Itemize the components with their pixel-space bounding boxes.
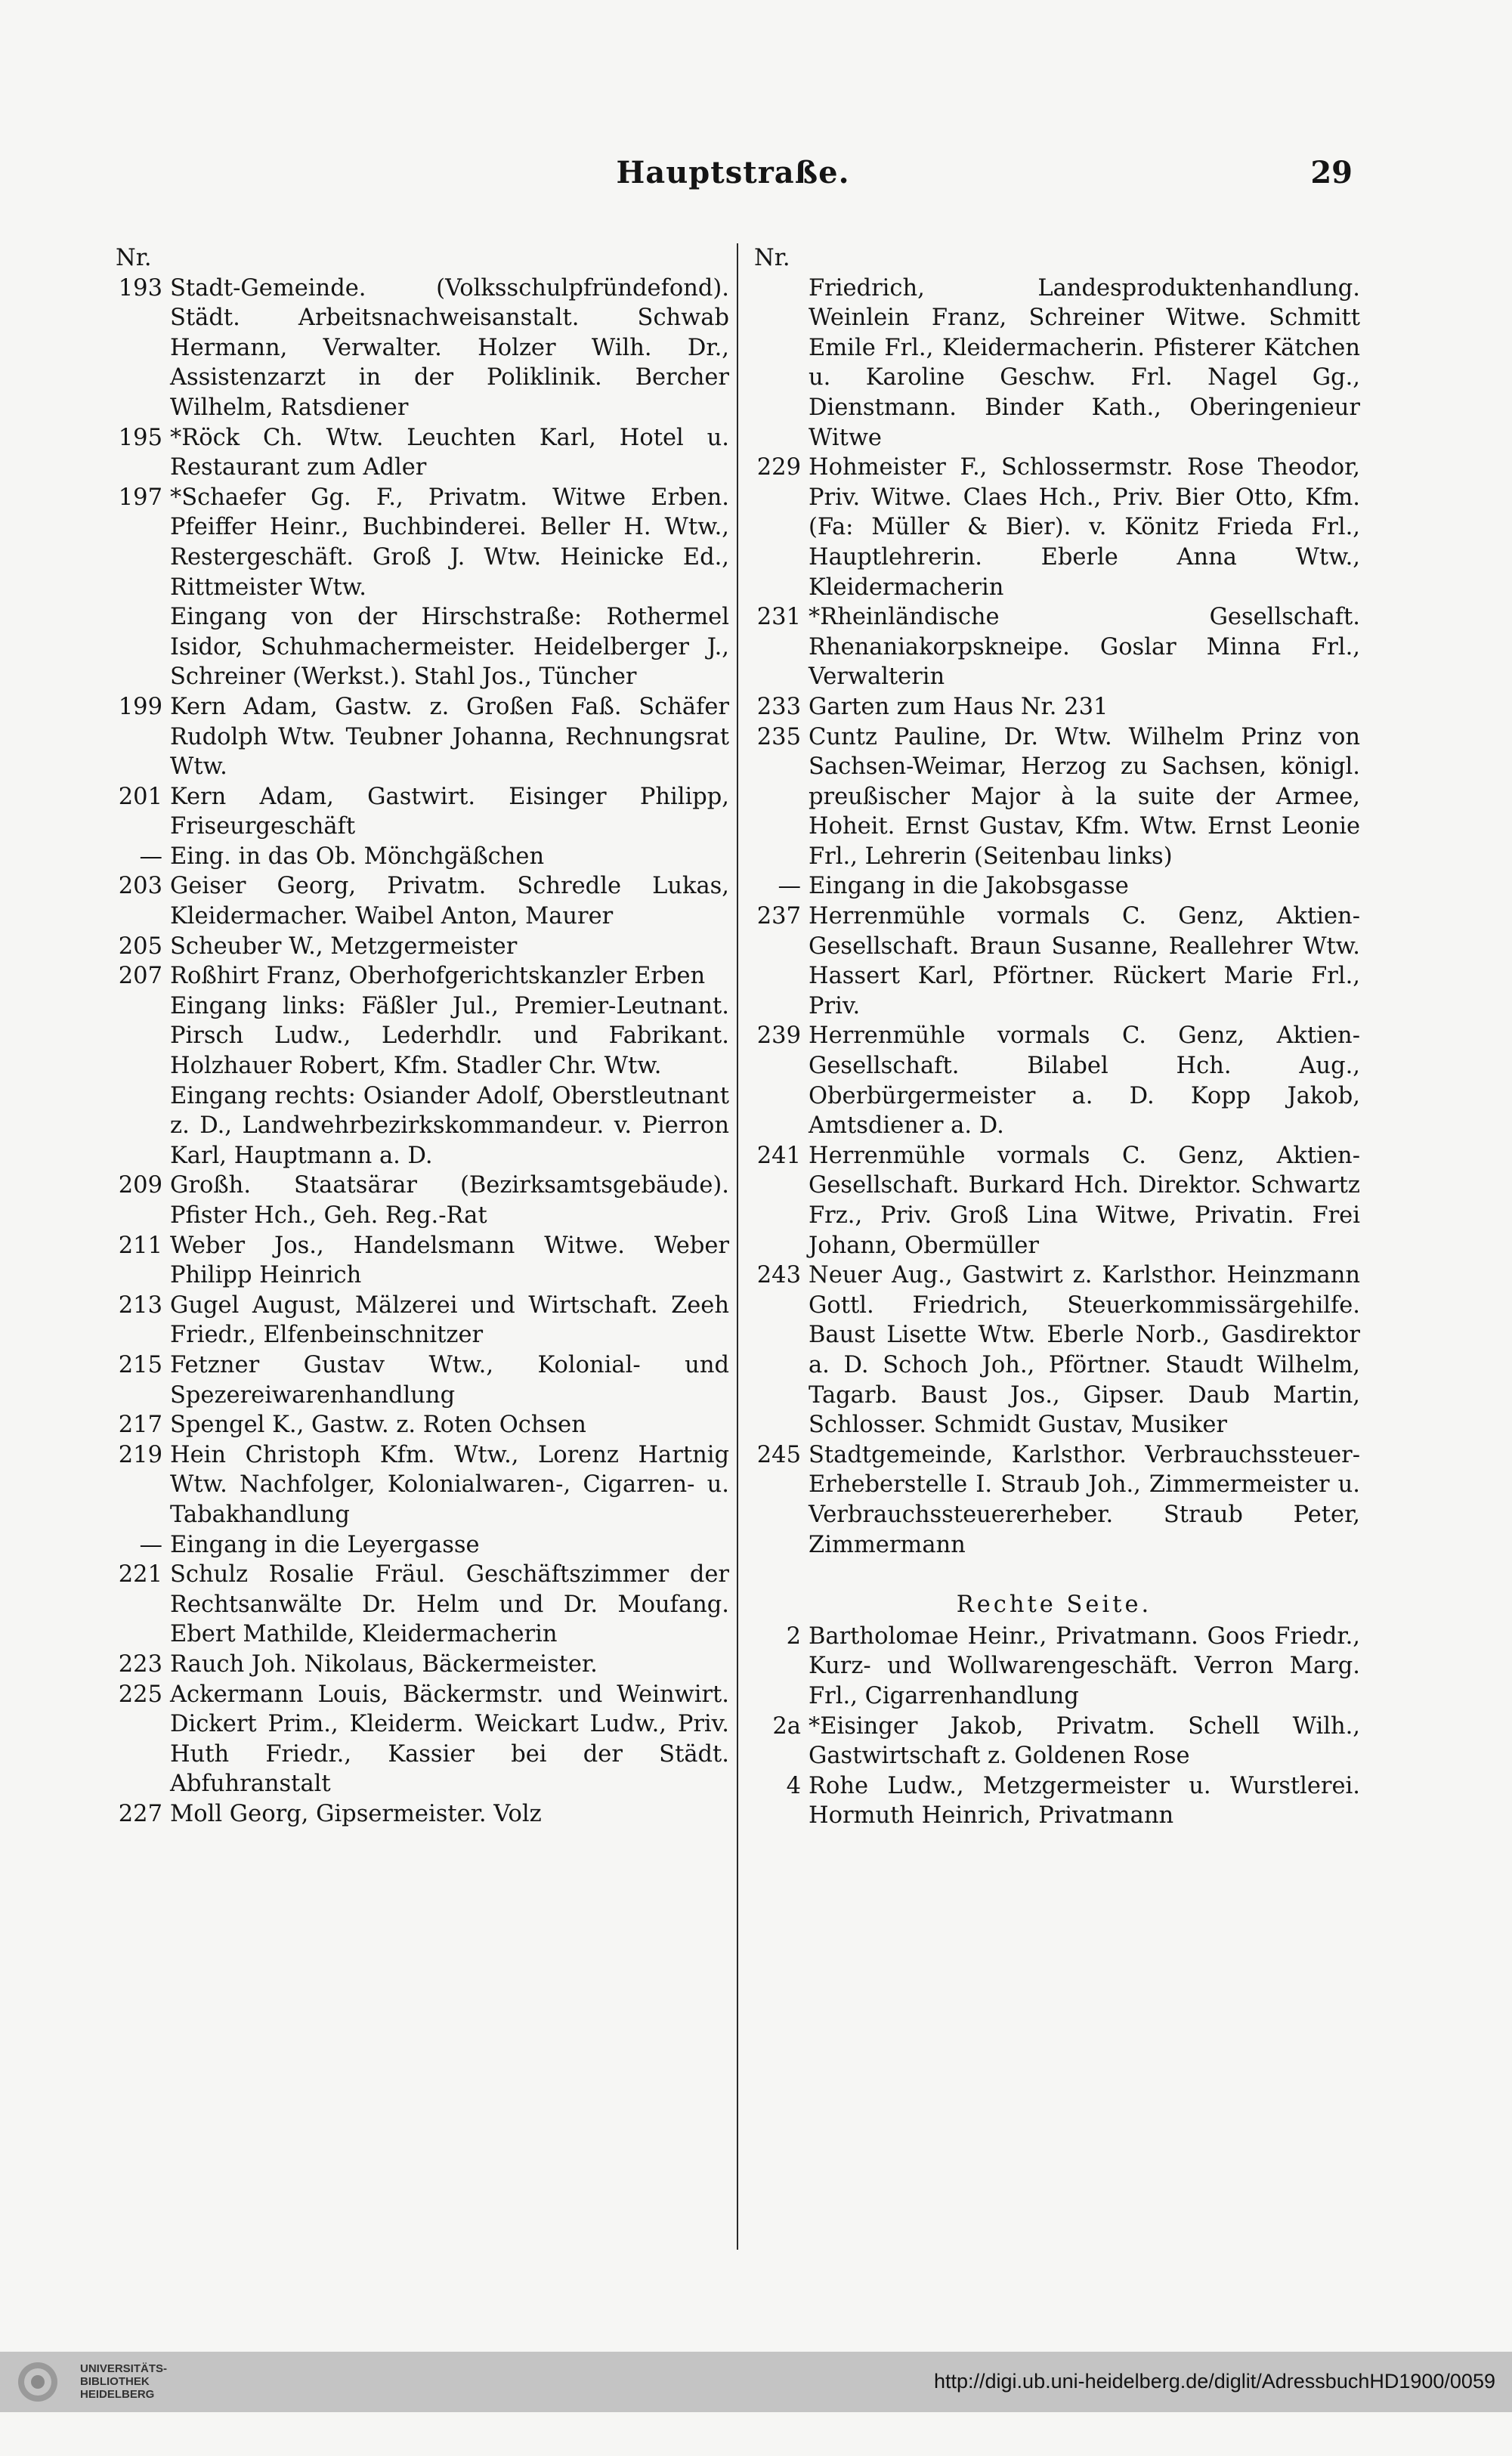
house-number: 231: [756, 604, 801, 631]
address-entry: [110, 1650, 729, 1680]
address-entry: [110, 782, 729, 842]
entry-text: Scheuber W., Metzgermeister: [170, 933, 518, 960]
address-entry: [748, 1021, 1360, 1140]
address-entry: [110, 842, 729, 872]
right-entry-list: [748, 274, 1360, 1561]
house-number: 211: [118, 1232, 162, 1259]
address-entry: [748, 692, 1360, 722]
house-number: 219: [118, 1441, 162, 1468]
entry-text: Bartholomae Heinr., Privatmann. Goos Friedr., Kurz- und Wollwarengeschäft. Verron Marg. Frl., Cigarrenhandlung: [809, 1622, 1360, 1709]
entry-text: Geiser Georg, Privatm. Schredle Lukas, Kleidermacher. Waibel Anton, Maurer: [170, 873, 729, 930]
section-heading: Rechte Seite.: [956, 1591, 1152, 1619]
entry-text: Herrenmühle vormals C. Genz, Aktien-Gesellschaft. Bilabel Hch. Aug., Oberbürgermeister a. D. Kopp Jakob, Amtsdiener a. D.: [809, 1022, 1360, 1140]
house-number: 217: [118, 1412, 162, 1439]
house-number: 2: [786, 1622, 801, 1650]
house-number: 223: [118, 1650, 162, 1678]
house-number: 229: [756, 454, 801, 481]
address-entry: [110, 1350, 729, 1410]
address-entry: [748, 1712, 1360, 1771]
address-entry: [110, 692, 729, 782]
address-entry: [110, 1799, 729, 1830]
library-name-line: UNIVERSITÄTS-: [80, 2362, 168, 2375]
right-section-entry-list: [748, 1622, 1360, 1831]
address-entry: [110, 602, 729, 692]
entry-text: Herrenmühle vormals C. Genz, Aktien-Gesellschaft. Braun Susanne, Reallehrer Wtw. Hassert Karl, Pförtner. Rückert Marie Frl., Priv.: [809, 903, 1360, 1019]
entry-text: Großh. Staatsärar (Bezirksamtsgebäude). Pfister Hch., Geh. Reg.-Rat: [170, 1172, 729, 1229]
house-number: 227: [118, 1800, 162, 1827]
entry-text: Eingang rechts: Osiander Adolf, Oberstleutnant z. D., Landwehrbezirkskommandeur. v. Pierron Karl, Hauptmann a. D.: [170, 1082, 729, 1169]
address-entry: [748, 722, 1360, 872]
house-number: 241: [756, 1142, 801, 1169]
house-number: 205: [118, 933, 162, 960]
library-name-line: HEIDELBERG: [80, 2388, 155, 2401]
entry-text: Spengel K., Gastw. z. Roten Ochsen: [170, 1412, 586, 1439]
page-title: Hauptstraße.: [616, 155, 850, 190]
address-entry: [110, 871, 729, 931]
address-entry: [748, 1141, 1360, 1260]
house-number: 207: [118, 963, 162, 990]
house-number: 225: [118, 1681, 162, 1708]
left-entry-list: [110, 274, 729, 1830]
entry-text: Rauch Joh. Nikolaus, Bäckermeister.: [170, 1650, 598, 1678]
right-column: [748, 243, 1360, 2329]
library-logo-icon: [17, 2361, 59, 2403]
address-entry: [110, 1231, 729, 1291]
entry-text: Fetzner Gustav Wtw., Kolonial- und Spezereiwarenhandlung: [170, 1351, 729, 1409]
address-entry: [110, 1560, 729, 1650]
address-entry: [110, 1530, 729, 1561]
entry-text: Cuntz Pauline, Dr. Wtw. Wilhelm Prinz von Sachsen-Weimar, Herzog zu Sachsen, königl. preußischer Major à la suite der Armee, Hoheit. Ernst Gustav, Kfm. Wtw. Ernst Leonie Frl., Lehrerin (Seitenbau links): [809, 723, 1360, 870]
nr-column-label: Nr.: [116, 245, 152, 271]
house-number: —: [139, 1531, 162, 1558]
entry-text: Garten zum Haus Nr. 231: [809, 693, 1108, 720]
address-entry: [110, 423, 729, 483]
house-number: 4: [786, 1772, 801, 1799]
address-entry: [110, 274, 729, 423]
address-entry: [748, 453, 1360, 602]
entry-text: *Röck Ch. Wtw. Leuchten Karl, Hotel u. Restaurant zum Adler: [170, 424, 729, 481]
house-number: 245: [756, 1441, 801, 1468]
house-number: 213: [118, 1291, 162, 1319]
house-number: 243: [756, 1262, 801, 1289]
entry-text: Hohmeister F., Schlossermstr. Rose Theodor, Priv. Witwe. Claes Hch., Priv. Bier Otto, Kfm. (Fa: Müller & Bier). v. Könitz Frieda Frl., Hauptlehrerin. Eberle Anna Wtw., Kleidermacherin: [809, 454, 1360, 601]
entry-text: *Schaefer Gg. F., Privatm. Witwe Erben. Pfeiffer Heinr., Buchbinderei. Beller H. Wtw., Restergeschäft. Groß J. Wtw. Heinicke Ed., Rittmeister Wtw.: [170, 484, 729, 601]
entry-text: Herrenmühle vormals C. Genz, Aktien-Gesellschaft. Burkard Hch. Direktor. Schwartz Frz., Priv. Groß Lina Witwe, Privatin. Frei Johann, Obermüller: [809, 1142, 1360, 1259]
page-header: [113, 155, 1353, 200]
address-entry: [110, 1440, 729, 1530]
entry-text: *Eisinger Jakob, Privatm. Schell Wilh., Gastwirtschaft z. Goldenen Rose: [809, 1712, 1360, 1770]
address-entry: [748, 902, 1360, 1021]
entry-text: Rohe Ludw., Metzgermeister u. Wurstlerei. Hormuth Heinrich, Privatmann: [809, 1772, 1360, 1830]
house-number: 233: [756, 693, 801, 720]
entry-text: Kern Adam, Gastw. z. Großen Faß. Schäfer Rudolph Wtw. Teubner Johanna, Rechnungsrat Wtw.: [170, 693, 729, 781]
address-entry: [110, 932, 729, 962]
entry-text: Stadt-Gemeinde. (Volksschulpfründefond). Städt. Arbeitsnachweisanstalt. Schwab Hermann, Verwalter. Holzer Wilh. Dr., Assistenzarzt in der Poliklinik. Bercher Wilhelm, Ratsdiener: [170, 274, 729, 421]
column-divider: [737, 243, 738, 2250]
address-entry: [110, 961, 729, 991]
entry-text: Eingang von der Hirschstraße: Rothermel Isidor, Schuhmachermeister. Heidelberger J., Schreiner (Werkst.). Stahl Jos., Tüncher: [170, 604, 729, 691]
address-entry: [110, 1680, 729, 1799]
address-entry: [748, 871, 1360, 902]
page-number: 29: [1310, 155, 1353, 190]
address-entry: [748, 1771, 1360, 1831]
address-entry: [110, 483, 729, 602]
entry-text: Eingang in die Leyergasse: [170, 1531, 480, 1558]
house-number: 237: [756, 903, 801, 930]
address-entry: [110, 1081, 729, 1171]
library-name-line: BIBLIOTHEK: [80, 2375, 150, 2388]
house-number: 235: [756, 723, 801, 750]
house-number: 215: [118, 1351, 162, 1378]
entry-text: Schulz Rosalie Fräul. Geschäftszimmer der Rechtsanwälte Dr. Helm und Dr. Moufang. Ebert Mathilde, Kleidermacherin: [170, 1561, 729, 1648]
house-number: 201: [118, 783, 162, 810]
house-number: 193: [118, 274, 162, 302]
address-entry: [110, 1410, 729, 1440]
entry-text: Friedrich, Landesproduktenhandlung. Weinlein Franz, Schreiner Witwe. Schmitt Emile Frl., Kleidermacherin. Pfisterer Kätchen u. Karoline Geschw. Frl. Nagel Gg., Dienstmann. Binder Kath., Oberingenieur Witwe: [809, 274, 1360, 451]
footer-bar: [0, 2352, 1512, 2412]
nr-column-label: Nr.: [754, 245, 790, 271]
address-entry: [110, 1291, 729, 1350]
entry-text: Hein Christoph Kfm. Wtw., Lorenz Hartnig Wtw. Nachfolger, Kolonialwaren-, Cigarren- u. Tabakhandlung: [170, 1441, 729, 1528]
library-name: [80, 2362, 201, 2401]
entry-text: Roßhirt Franz, Oberhofgerichtskanzler Erben: [170, 963, 706, 990]
house-number: 2a: [772, 1712, 801, 1740]
house-number: 203: [118, 873, 162, 900]
entry-text: Neuer Aug., Gastwirt z. Karlsthor. Heinzmann Gottl. Friedrich, Steuerkommissärgehilfe. Baust Lisette Wtw. Eberle Norb., Gasdirektor a. D. Schoch Joh., Pförtner. Staudt Wilhelm, Tagarb. Baust Jos., Gipser. Daub Martin, Schlosser. Schmidt Gustav, Musiker: [809, 1262, 1360, 1439]
entry-text: Gugel August, Mälzerei und Wirtschaft. Zeeh Friedr., Elfenbeinschnitzer: [170, 1291, 729, 1349]
address-entry: [748, 1440, 1360, 1560]
house-number: 195: [118, 424, 162, 451]
entry-text: Stadtgemeinde, Karlsthor. Verbrauchssteuer-Erheberstelle I. Straub Joh., Zimmermeister u. Verbrauchssteuererheber. Straub Peter, Zimmermann: [809, 1441, 1360, 1558]
house-number: 209: [118, 1172, 162, 1199]
entry-text: *Rheinländische Gesellschaft. Rhenaniakorpskneipe. Goslar Minna Frl., Verwalterin: [809, 604, 1360, 691]
house-number: 221: [118, 1561, 162, 1588]
address-entry: [748, 1622, 1360, 1712]
address-entry: [748, 1260, 1360, 1440]
entry-text: Kern Adam, Gastwirt. Eisinger Philipp, Friseurgeschäft: [170, 783, 729, 840]
address-entry: [110, 991, 729, 1081]
left-column: [110, 243, 729, 2329]
entry-text: Eingang links: Fäßler Jul., Premier-Leutnant. Pirsch Ludw., Lederhdlr. und Fabrikant. Holzhauer Robert, Kfm. Stadler Chr. Wtw.: [170, 992, 729, 1080]
entry-text: Ackermann Louis, Bäckermstr. und Weinwirt. Dickert Prim., Kleiderm. Weickart Ludw., Priv. Huth Friedr., Kassier bei der Städt. Abfuhranstalt: [170, 1681, 729, 1798]
house-number: —: [778, 873, 801, 900]
house-number: 197: [118, 484, 162, 511]
house-number: 199: [118, 693, 162, 720]
address-entry: [748, 602, 1360, 692]
entry-text: Eing. in das Ob. Mönchgäßchen: [170, 843, 545, 870]
source-url[interactable]: http://digi.ub.uni-heidelberg.de/diglit/AdressbuchHD1900/0059: [933, 2370, 1495, 2393]
entry-text: Moll Georg, Gipsermeister. Volz: [170, 1800, 542, 1827]
address-entry: [748, 274, 1360, 453]
house-number: 239: [756, 1022, 801, 1050]
entry-text: Weber Jos., Handelsmann Witwe. Weber Philipp Heinrich: [170, 1232, 729, 1289]
house-number: —: [139, 843, 162, 870]
entry-text: Eingang in die Jakobsgasse: [809, 873, 1129, 900]
address-entry: [110, 1171, 729, 1230]
